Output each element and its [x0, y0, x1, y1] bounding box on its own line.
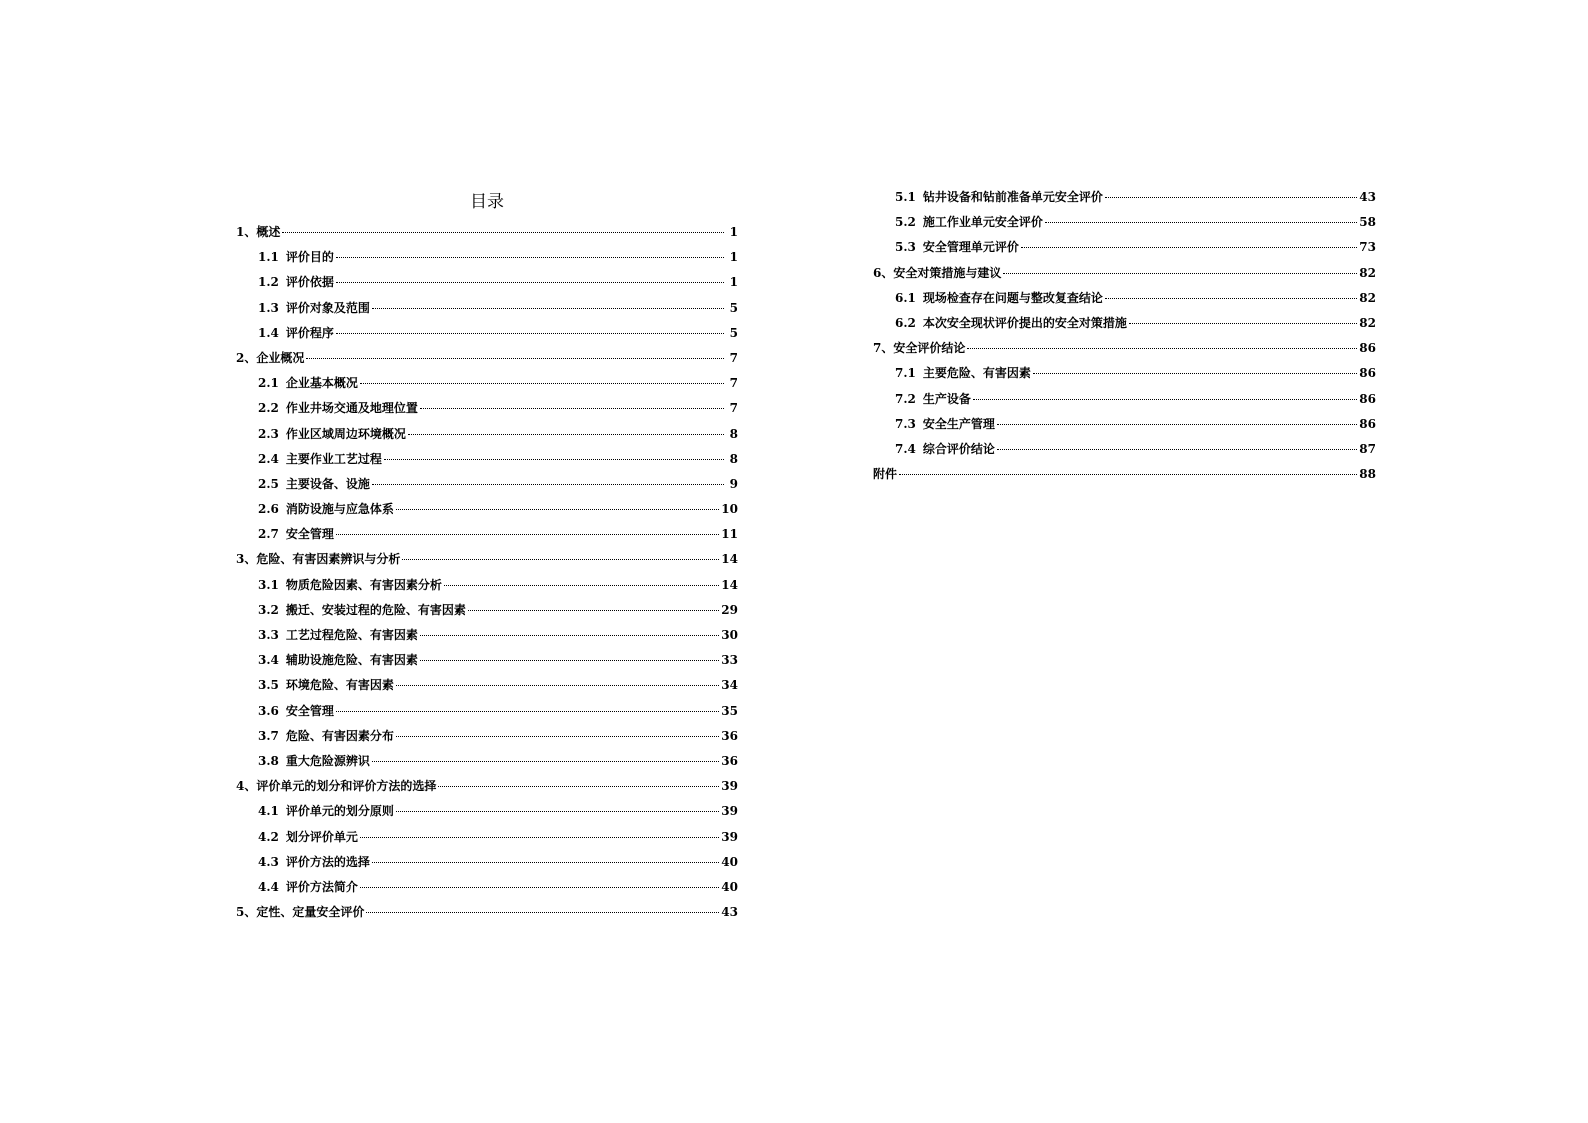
toc-entry-number: 2、: [236, 350, 257, 365]
toc-entry[interactable]: [236, 245, 738, 270]
toc-dot-leader: [408, 434, 724, 435]
toc-entry-number: 6、: [873, 265, 894, 280]
toc-dot-leader: [997, 424, 1357, 425]
toc-entry-title: 作业区域周边环境概况: [285, 426, 406, 441]
toc-dot-leader: [997, 449, 1357, 450]
toc-entry-number: 3、: [236, 552, 257, 567]
toc-dot-leader: [336, 534, 719, 535]
toc-entry-number: 3.5: [258, 678, 279, 693]
toc-entry[interactable]: [236, 598, 738, 623]
toc-entry-title: 综合评价结论: [922, 441, 995, 456]
toc-entry-page-number: 7: [729, 401, 738, 416]
toc-entry[interactable]: [236, 346, 738, 371]
toc-entry-number: 4.1: [258, 804, 279, 819]
toc-entry-title: 概述: [256, 225, 281, 239]
toc-entry[interactable]: [236, 699, 738, 724]
toc-entry-title: 作业井场交通及地理位置: [285, 401, 418, 416]
toc-entry-title: 施工作业单元安全评价: [922, 215, 1043, 230]
toc-entry-page-number: 86: [1359, 366, 1376, 381]
toc-entry-page-number: 36: [721, 728, 738, 743]
toc-entry-title: 划分评价单元: [285, 829, 358, 844]
toc-entry-number: 2.4: [258, 451, 279, 466]
toc-entry-page-number: 8: [729, 451, 738, 466]
toc-dot-leader: [372, 862, 719, 863]
toc-dot-leader: [1033, 373, 1357, 374]
toc-entry-page-number: 82: [1359, 290, 1376, 305]
toc-dot-leader: [444, 585, 719, 586]
toc-entry-title: 本次安全现状评价提出的安全对策措施: [922, 315, 1127, 330]
toc-entry-number: 7.1: [895, 366, 916, 381]
toc-entry-number: 1.1: [258, 250, 279, 265]
toc-entry-number: 2.3: [258, 426, 279, 441]
toc-dot-leader: [336, 333, 724, 334]
toc-entry-number: 1.4: [258, 325, 279, 340]
toc-entry-page-number: 11: [721, 527, 738, 542]
toc-entry-page-number: 39: [721, 829, 738, 844]
toc-entry-title: 定性、定量安全评价: [256, 905, 365, 920]
toc-entry-page-number: 86: [1359, 416, 1376, 431]
toc-dot-leader: [420, 635, 719, 636]
toc-entry-number: 7、: [873, 341, 894, 356]
toc-entry-page-number: 14: [721, 577, 738, 592]
toc-entry-number: 2.1: [258, 376, 279, 391]
toc-entry-title: 钻井设备和钻前准备单元安全评价: [922, 190, 1103, 204]
toc-entry[interactable]: [873, 311, 1376, 336]
toc-entry-number: 1.2: [258, 275, 279, 290]
toc-entry-number: 1、: [236, 225, 257, 239]
toc-dot-leader: [420, 660, 719, 661]
toc-entry[interactable]: [236, 724, 738, 749]
toc-entry-number: 5.1: [895, 190, 916, 204]
toc-entry[interactable]: [236, 422, 738, 447]
toc-entry-number: 4.2: [258, 829, 279, 844]
toc-entry-title: 环境危险、有害因素: [285, 678, 394, 693]
toc-entry-title: 安全管理: [285, 703, 334, 718]
toc-entry[interactable]: [236, 648, 738, 673]
toc-entry-page-number: 29: [721, 602, 738, 617]
toc-entry[interactable]: [236, 522, 738, 547]
toc-entry-page-number: 40: [721, 854, 738, 869]
toc-entry-title: 评价依据: [285, 275, 334, 290]
toc-entry-title: 评价对象及范围: [285, 300, 370, 315]
toc-entry-number: 6.2: [895, 315, 916, 330]
toc-entry-page-number: 1: [729, 250, 738, 265]
toc-dot-leader: [372, 484, 724, 485]
toc-entry-page-number: 43: [1359, 190, 1376, 204]
toc-entry-title: 辅助设施危险、有害因素: [285, 653, 418, 668]
toc-entry[interactable]: [236, 673, 738, 698]
toc-dot-leader: [396, 509, 719, 510]
toc-entry-page-number: 39: [721, 779, 738, 794]
toc-entry-title: 搬迁、安装过程的危险、有害因素: [285, 602, 466, 617]
toc-entry-title: 评价方法的选择: [285, 854, 370, 869]
toc-entry[interactable]: [236, 573, 738, 598]
toc-entry[interactable]: [873, 185, 1376, 210]
toc-entry[interactable]: [873, 412, 1376, 437]
toc-entry-page-number: 10: [721, 502, 738, 517]
toc-entry-title: 主要设备、设施: [285, 476, 370, 491]
toc-entry-number: 3.6: [258, 703, 279, 718]
toc-entry[interactable]: [236, 799, 738, 824]
toc-entry[interactable]: [236, 472, 738, 497]
toc-entry-number: 2.5: [258, 476, 279, 491]
toc-dot-leader: [1045, 222, 1357, 223]
toc-entry-page-number: 39: [721, 804, 738, 819]
toc-entry-title: 安全管理单元评价: [922, 240, 1019, 255]
toc-entry-page-number: 33: [721, 653, 738, 668]
toc-dot-leader: [402, 559, 719, 560]
toc-entry[interactable]: [873, 387, 1376, 412]
toc-entry-page-number: 86: [1359, 341, 1376, 356]
toc-entry-title: 危险、有害因素辨识与分析: [256, 552, 401, 567]
toc-entry-page-number: 58: [1359, 215, 1376, 230]
toc-dot-leader: [438, 786, 719, 787]
toc-entry-number: 3.3: [258, 628, 279, 642]
toc-dot-leader: [899, 474, 1357, 475]
toc-entry-title: 安全对策措施与建议: [893, 265, 1002, 280]
toc-entry-number: 4.3: [258, 854, 279, 869]
toc-entry[interactable]: [236, 220, 738, 245]
toc-dot-leader: [396, 685, 719, 686]
toc-entry[interactable]: [236, 371, 738, 396]
toc-dot-leader: [1105, 197, 1357, 198]
toc-dot-leader: [366, 912, 719, 913]
toc-dot-leader: [282, 232, 724, 233]
toc-entry[interactable]: [236, 321, 738, 346]
toc-dot-leader: [967, 348, 1357, 349]
toc-entry[interactable]: [236, 270, 738, 295]
toc-entry[interactable]: [236, 749, 738, 774]
toc-entry-number: 3.8: [258, 753, 279, 768]
toc-dot-leader: [360, 383, 724, 384]
toc-entry-number: 7.4: [895, 441, 916, 456]
toc-entry-title: 评价目的: [285, 250, 334, 265]
toc-entry-page-number: 34: [721, 678, 738, 693]
toc-entry[interactable]: [873, 437, 1376, 462]
toc-entry-title: 安全评价结论: [893, 341, 966, 356]
toc-entry-page-number: 82: [1359, 265, 1376, 280]
toc-dot-leader: [306, 358, 724, 359]
toc-entry-page-number: 88: [1359, 467, 1376, 482]
toc-entry[interactable]: [236, 547, 738, 572]
toc-dot-leader: [1003, 273, 1357, 274]
toc-dot-leader: [468, 610, 719, 611]
toc-entry-page-number: 9: [729, 476, 738, 491]
toc-entry[interactable]: [236, 900, 738, 925]
toc-entry-page-number: 5: [729, 325, 738, 340]
toc-dot-leader: [420, 408, 724, 409]
toc-entry-page-number: 87: [1359, 441, 1376, 456]
toc-entry-page-number: 82: [1359, 315, 1376, 330]
toc-entry-page-number: 30: [721, 628, 738, 642]
toc-entry[interactable]: [236, 623, 738, 648]
toc-dot-leader: [336, 282, 724, 283]
toc-entry-page-number: 1: [729, 225, 738, 239]
toc-entry[interactable]: [873, 210, 1376, 235]
toc-entry[interactable]: [873, 361, 1376, 386]
toc-dot-leader: [396, 736, 719, 737]
toc-entry-number: 7.2: [895, 391, 916, 406]
toc-entry[interactable]: [236, 825, 738, 850]
toc-entry-number: 3.4: [258, 653, 279, 668]
toc-entry-title: 安全生产管理: [922, 416, 995, 431]
toc-entry-title: 主要危险、有害因素: [922, 366, 1031, 381]
toc-entry-page-number: 35: [721, 703, 738, 718]
toc-entry[interactable]: [236, 396, 738, 421]
toc-entry-number: 4、: [236, 779, 257, 794]
toc-entry-number: 1.3: [258, 300, 279, 315]
toc-entry[interactable]: [873, 286, 1376, 311]
toc-entry-page-number: 43: [721, 905, 738, 920]
toc-entry-page-number: 7: [729, 350, 738, 365]
toc-entry[interactable]: [236, 497, 738, 522]
toc-title: 目录: [470, 192, 504, 212]
toc-entry-title: 重大危险源辨识: [285, 753, 370, 768]
toc-entry-page-number: 86: [1359, 391, 1376, 406]
toc-entry-number: 5、: [236, 905, 257, 920]
toc-entry-title: 主要作业工艺过程: [285, 451, 382, 466]
toc-right-column: [873, 185, 1376, 487]
toc-entry-page-number: 5: [729, 300, 738, 315]
toc-entry-title: 工艺过程危险、有害因素: [285, 628, 418, 642]
toc-entry-title: 安全管理: [285, 527, 334, 542]
toc-entry-title: 危险、有害因素分布: [285, 728, 394, 743]
toc-entry-title: 评价单元的划分和评价方法的选择: [256, 779, 437, 794]
toc-entry-title: 消防设施与应急体系: [285, 502, 394, 517]
toc-entry-number: 2.2: [258, 401, 279, 416]
toc-entry-title: 附件: [873, 467, 898, 482]
toc-entry[interactable]: [873, 462, 1376, 487]
toc-entry-number: 3.1: [258, 577, 279, 592]
toc-entry-title: 评价程序: [285, 325, 334, 340]
toc-entry[interactable]: [873, 336, 1376, 361]
toc-entry-number: 2.6: [258, 502, 279, 517]
toc-dot-leader: [336, 711, 719, 712]
toc-entry[interactable]: [236, 875, 738, 900]
toc-entry[interactable]: [236, 774, 738, 799]
toc-entry-number: 3.2: [258, 602, 279, 617]
toc-entry[interactable]: [873, 261, 1376, 286]
toc-dot-leader: [396, 811, 719, 812]
toc-dot-leader: [1129, 323, 1357, 324]
toc-left-column: [236, 220, 738, 925]
toc-entry-number: 2.7: [258, 527, 279, 542]
toc-entry-title: 物质危险因素、有害因素分析: [285, 577, 442, 592]
toc-dot-leader: [973, 399, 1357, 400]
toc-entry[interactable]: [236, 850, 738, 875]
toc-entry-title: 现场检查存在问题与整改复查结论: [922, 290, 1103, 305]
toc-entry-page-number: 73: [1359, 240, 1376, 255]
toc-entry-page-number: 36: [721, 753, 738, 768]
toc-entry-title: 评价方法简介: [285, 879, 358, 894]
toc-dot-leader: [372, 308, 724, 309]
toc-entry-page-number: 1: [729, 275, 738, 290]
toc-entry-page-number: 40: [721, 879, 738, 894]
toc-entry-page-number: 7: [729, 376, 738, 391]
toc-dot-leader: [372, 761, 719, 762]
toc-entry-number: 7.3: [895, 416, 916, 431]
toc-entry-number: 5.2: [895, 215, 916, 230]
toc-entry-page-number: 8: [729, 426, 738, 441]
toc-dot-leader: [1105, 298, 1357, 299]
toc-entry-title: 企业概况: [256, 350, 305, 365]
toc-dot-leader: [360, 887, 719, 888]
toc-entry-number: 4.4: [258, 879, 279, 894]
toc-entry-number: 6.1: [895, 290, 916, 305]
toc-entry-title: 评价单元的划分原则: [285, 804, 394, 819]
toc-entry-number: 3.7: [258, 728, 279, 743]
toc-entry[interactable]: [236, 296, 738, 321]
toc-entry-number: 5.3: [895, 240, 916, 255]
toc-dot-leader: [336, 257, 724, 258]
toc-dot-leader: [360, 837, 719, 838]
toc-entry[interactable]: [873, 235, 1376, 260]
toc-entry[interactable]: [236, 447, 738, 472]
toc-entry-title: 生产设备: [922, 391, 971, 406]
toc-entry-title: 企业基本概况: [285, 376, 358, 391]
toc-dot-leader: [384, 459, 724, 460]
toc-dot-leader: [1021, 247, 1357, 248]
toc-entry-page-number: 14: [721, 552, 738, 567]
